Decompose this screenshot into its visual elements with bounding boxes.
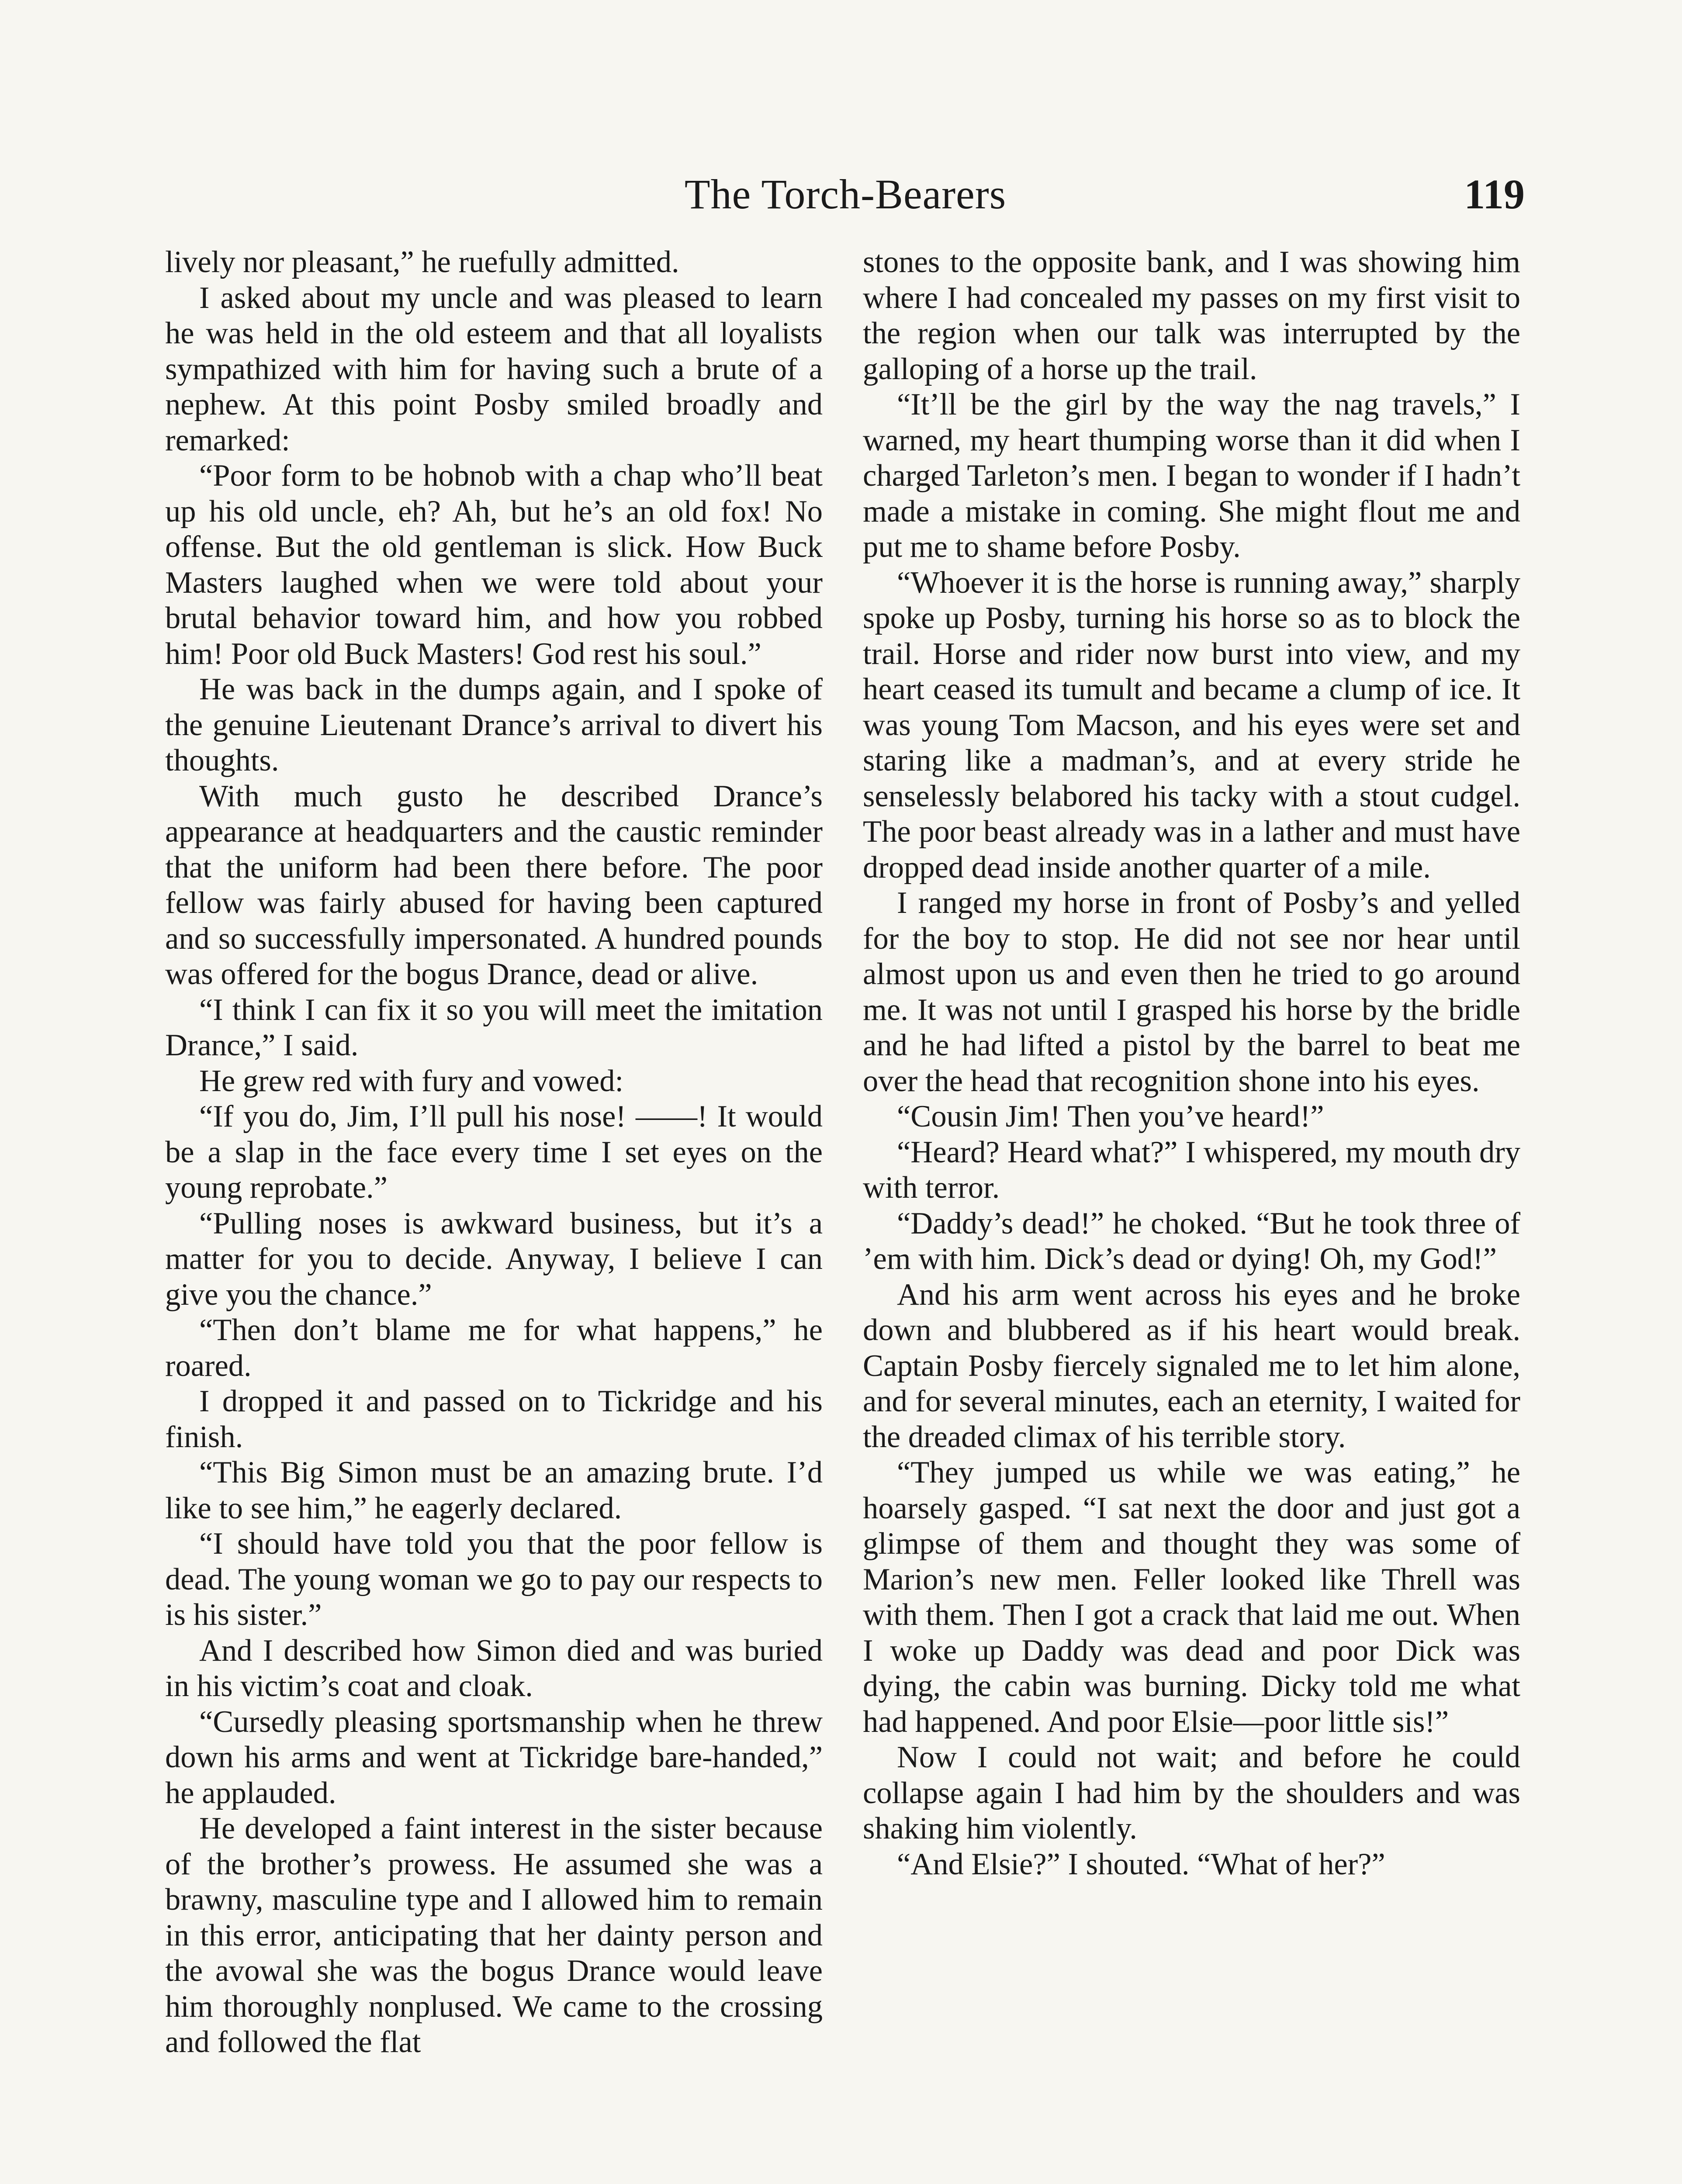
page-number: 119 [1464,171,1525,218]
paragraph: stones to the opposite bank, and I was showing him where I had concealed my passes on my first visit to the region when our talk was interrupted by the galloping of a horse up the trail. [863,245,1520,386]
paragraph: “Cousin Jim! Then you’ve heard!” [897,1099,1324,1133]
paragraph: I ranged my horse in front of Posby’s and yelled for the boy to stop. He did not see nor hear until almost upon us and even then he tried to go around me. It was not until I grasped his horse by the bridle and he had lifted a pistol by the barrel to beat me over the head that recognition shone into his eyes. [863,886,1520,1098]
paragraph: “It’ll be the girl by the way the nag travels,” I warned, my heart thumping worse than it did when I charged Tarleton’s men. I began to wonder if I hadn’t made a mistake in coming. She might flout me and put me to shame before Posby. [863,387,1520,564]
paragraph: “Cursedly pleasing sportsmanship when he threw down his arms and went at Tickridge bare-handed,” he applauded. [165,1704,823,1810]
paragraph: “They jumped us while we was eating,” he hoarsely gasped. “I sat next the door and just got a glimpse of them and thought they was some of Marion’s new men. Feller looked like Threll was with them. Then I got a crack that laid me out. When I woke up Daddy was dead and poor Dick was dying, the cabin was burning. Dicky told me what had happened. And poor Elsie—poor little sis!” [863,1455,1520,1739]
paragraph: With much gusto he described Drance’s appearance at headquarters and the caustic reminder that the uniform had been there before. The poor fellow was fairly abused for having been captured and so successfully impersonated. A hundred pounds was offered for the bogus Drance, dead or alive. [165,779,823,991]
paragraph: I dropped it and passed on to Tickridge and his finish. [165,1384,823,1454]
paragraph: He was back in the dumps again, and I spoke of the genuine Lieutenant Drance’s arrival to divert his thoughts. [165,672,823,778]
paragraph: I asked about my uncle and was pleased to learn he was held in the old esteem and that all loyalists sympathized with him for having such a brute of a nephew. At this point Posby smiled broadly and remarked: [165,280,823,457]
paragraph: “If you do, Jim, I’ll pull his nose! ——! It would be a slap in the face every time I set eyes on the young reprobate.” [165,1099,823,1205]
paragraph: “Daddy’s dead!” he choked. “But he took three of ’em with him. Dick’s dead or dying! Oh, my God!” [863,1206,1520,1276]
paragraph: “This Big Simon must be an amazing brute. I’d like to see him,” he eagerly declared. [165,1455,823,1525]
paragraph: lively nor pleasant,” he ruefully admitted. [165,245,679,279]
paragraph: “Whoever it is the horse is running away,” sharply spoke up Posby, turning his horse so as to block the trail. Horse and rider now burst into view, and my heart ceased its tumult and became a clump of ice. It was young Tom Macson, and his eyes were set and staring like a madman’s, and at every stride he senselessly belabored his tacky with a stout cudgel. The poor beast already was in a lather and must have dropped dead inside another quarter of a mile. [863,565,1520,885]
paragraph: “And Elsie?” I shouted. “What of her?” [897,1847,1385,1881]
paragraph: Now I could not wait; and before he could collapse again I had him by the shoulders and was shaking him violently. [863,1740,1520,1845]
paragraph: And I described how Simon died and was buried in his victim’s coat and cloak. [165,1633,823,1703]
paragraph: He developed a faint interest in the sister because of the brother’s prowess. He assumed she was a brawny, masculine type and I allowed him to remain in this error, anticipating that her dainty person and the avowal she was the bogus Drance would leave him thoroughly nonplused. We came to the crossing and followed the flat [165,1811,823,2059]
paragraph: He grew red with fury and vowed: [199,1064,624,1098]
paragraph: “I think I can fix it so you will meet the imitation Drance,” I said. [165,992,823,1062]
paragraph: “Poor form to be hobnob with a chap who’ll beat up his old uncle, eh? Ah, but he’s an old fox! No offense. But the old gentleman is slick. How Buck Masters laughed when we were told about your brutal behavior toward him, and how you robbed him! Poor old Buck Masters! God rest his soul.” [165,459,823,671]
right-column [863,245,1520,2184]
paragraph: “Pulling noses is awkward business, but it’s a matter for you to decide. Anyway, I believe I can give you the chance.” [165,1206,823,1312]
running-title: The Torch-Bearers [684,171,1007,218]
paragraph: “Then don’t blame me for what happens,” he roared. [165,1313,823,1383]
left-column [165,245,823,2184]
paragraph: “I should have told you that the poor fellow is dead. The young woman we go to pay our respects to is his sister.” [165,1527,823,1632]
page-header [166,166,1525,223]
paragraph: And his arm went across his eyes and he broke down and blubbered as if his heart would break. Captain Posby fiercely signaled me to let him alone, and for several minutes, each an eternity, I waited for the dreaded climax of his terrible story. [863,1277,1520,1454]
paragraph: “Heard? Heard what?” I whispered, my mouth dry with terror. [863,1135,1520,1205]
